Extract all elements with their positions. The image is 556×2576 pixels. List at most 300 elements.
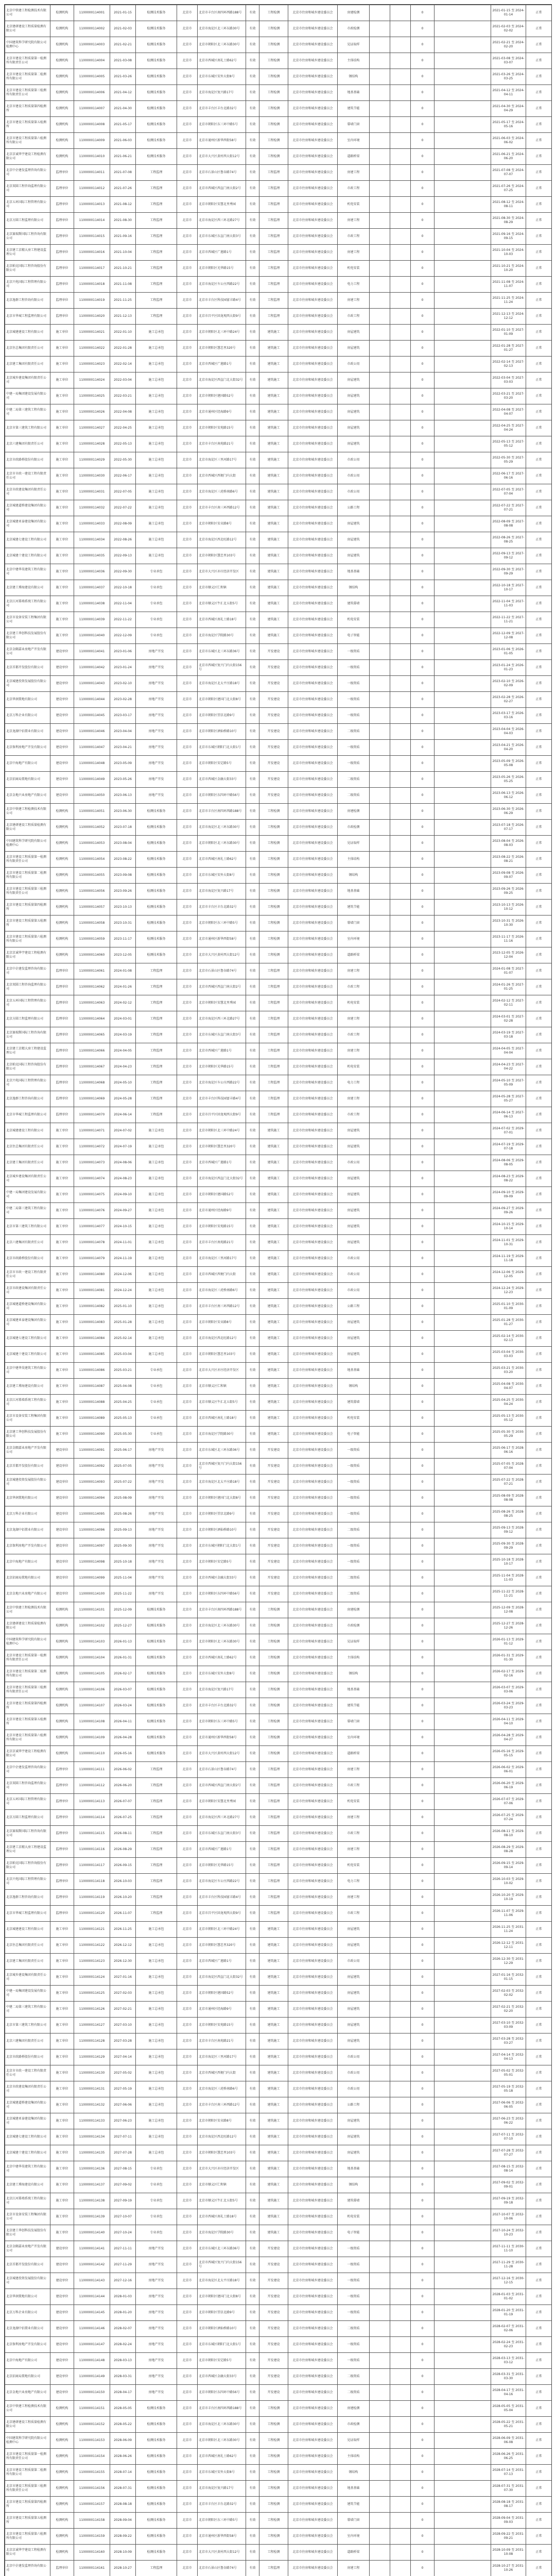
table-cell: 正常 [526, 2081, 552, 2097]
table-cell: 北京市 [177, 1778, 198, 1794]
table-cell: 0 [411, 564, 435, 580]
table-cell [435, 133, 491, 149]
table-cell: 正常 [526, 1267, 552, 1283]
table-cell: 建筑施工 [259, 2018, 288, 2033]
table-cell: 北京市海淀区三里河路17号 [198, 1251, 246, 1267]
table-cell: 北京市住房和城乡建设委员会 [288, 963, 338, 979]
table-cell: 1100000114056 [74, 884, 110, 900]
table-cell: 北京市 [177, 133, 198, 149]
table-cell: 工程监理 [259, 1043, 288, 1059]
table-cell: 中国建筑科学研究院有限公司检测中心 [5, 836, 50, 852]
table-cell: 1100000114126 [74, 2002, 110, 2018]
table-cell: 有效 [246, 2209, 259, 2225]
table-row [5, 628, 552, 644]
table-row [5, 995, 552, 1011]
table-cell [370, 85, 390, 101]
table-cell: 工程监理 [136, 1858, 177, 1874]
table-cell: 1100000114024 [74, 372, 110, 388]
table-cell: 室内环境 [338, 2529, 370, 2545]
table-cell: 北京市住房和城乡建设委员会 [288, 229, 338, 245]
table-cell: 北京建工博海建设有限公司 [5, 2177, 50, 2193]
table-cell: 北京市丰台区丰台北路32号 [198, 1698, 246, 1714]
table-cell: 有效 [246, 1730, 259, 1746]
table-cell: 北京市 [177, 1586, 198, 1602]
table-cell: 北京建工华创科技发展股份有限公司 [5, 2225, 50, 2241]
table-cell: 正常 [526, 293, 552, 309]
table-cell: 正常 [526, 1554, 552, 1570]
table-cell: 正常 [526, 1714, 552, 1730]
table-cell: 北京市 [177, 1538, 198, 1554]
table-cell: 2027-10-07 至 2032-10-06 [491, 2209, 526, 2225]
table-cell: 北京市住房和城乡建设委员会 [288, 2049, 338, 2065]
table-cell: 2021-03-26 至 2024-03-25 [491, 69, 526, 85]
table-cell: 北京市海淀区北三环东路30号 [198, 21, 246, 37]
table-cell: 2023-05-09 至 2026-05-08 [491, 756, 526, 772]
table-cell [435, 1506, 491, 1522]
table-cell: 正常 [526, 1459, 552, 1475]
table-cell: 正常 [526, 2161, 552, 2177]
table-cell: 检测机构 [50, 1682, 74, 1698]
table-cell: 有效 [246, 2241, 259, 2257]
table-cell: 北京市大兴区亦庄经济开发区 [198, 1363, 246, 1379]
table-cell [435, 2513, 491, 2529]
table-cell: 检测技术服务 [136, 931, 177, 947]
table-cell: 房建工程 [338, 165, 370, 181]
table-cell: 2023-06-30 [110, 804, 136, 820]
table-cell: 施工总承包 [136, 1922, 177, 1938]
table-cell: 2021-07-26 至 2024-07-25 [491, 181, 526, 197]
table-cell: 建设单位 [50, 1570, 74, 1586]
table-cell [435, 1954, 491, 1970]
table-cell: 检测机构 [50, 85, 74, 101]
table-cell: 北京市朝阳区建国门北大街8号 [198, 692, 246, 708]
table-cell: 房屋建筑 [338, 2002, 370, 2018]
table-cell: 北京市西城区广莲路1号 [198, 1842, 246, 1858]
table-cell: 有效 [246, 1027, 259, 1043]
table-cell: 北京市住房和城乡建设委员会 [288, 724, 338, 740]
table-cell [435, 2193, 491, 2209]
table-cell: 北京市大兴区黄村西大街12号 [198, 149, 246, 165]
table-cell: 2028-05-22 [110, 2417, 136, 2433]
table-cell: 正常 [526, 532, 552, 548]
table-cell: 正常 [526, 484, 552, 500]
table-cell: 有效 [246, 213, 259, 229]
table-cell: 北京市朝阳区安苑路15号 [198, 420, 246, 436]
table-cell: 0 [411, 2241, 435, 2257]
table-cell: 2023-03-17 至 2026-03-16 [491, 708, 526, 724]
table-cell: 正常 [526, 2097, 552, 2113]
table-cell: 北京市住房和城乡建设委员会 [288, 1091, 338, 1107]
table-cell [370, 1730, 390, 1746]
table-cell: 北京市丰台区南三环西路12号 [198, 2097, 246, 2113]
table-row [5, 1634, 552, 1650]
table-cell: 北京市 [177, 293, 198, 309]
table-cell: 北京市住房和城乡建设委员会 [288, 149, 338, 165]
table-cell [435, 2129, 491, 2145]
table-cell: 2022-11-22 [110, 612, 136, 628]
table-cell: 北京市 [177, 612, 198, 628]
table-cell [370, 1203, 390, 1219]
table-cell [435, 612, 491, 628]
table-cell: 北京市建设工程质量第二检测所有限公司 [5, 868, 50, 884]
table-cell: 0 [411, 2385, 435, 2401]
table-cell: 正常 [526, 2065, 552, 2081]
table-cell: 一级资质 [338, 740, 370, 756]
table-cell: 北京市建设工程质量第四检测所 [5, 1698, 50, 1714]
table-cell [435, 2561, 491, 2576]
table-cell: 正常 [526, 1778, 552, 1794]
table-cell [370, 1363, 390, 1379]
table-cell: 北京市朝阳区酒仙桥路10号 [198, 1522, 246, 1538]
table-cell: 二级资质 [338, 1570, 370, 1586]
table-cell: 北京建研建设工程质量检测有限公司 [5, 21, 50, 37]
table-cell: 市政工程 [338, 1027, 370, 1043]
table-cell: 房地产开发 [136, 2337, 177, 2353]
table-cell: 一级资质 [338, 1490, 370, 1506]
table-cell: 施工总承包 [136, 388, 177, 404]
table-cell: 有效 [246, 1794, 259, 1810]
table-cell: 北京市 [177, 820, 198, 836]
table-cell: 北京市西城区南礼士路62号 [198, 1650, 246, 1666]
table-cell: 工程监理 [136, 2561, 177, 2576]
table-cell: 北京市东城区北三环东路36号 [198, 2241, 246, 2257]
table-cell: 正常 [526, 2497, 552, 2513]
table-cell: 北京市住房和城乡建设委员会 [288, 1698, 338, 1714]
table-cell: 有效 [246, 2081, 259, 2097]
table-cell: 2024-01-08 [110, 963, 136, 979]
table-cell: 2024-08-23 至 2029-08-22 [491, 1171, 526, 1187]
table-cell: 北京兴电国际工程管理有限公司 [5, 1874, 50, 1890]
table-cell: 专业承包 [136, 2177, 177, 2193]
table-cell: 工程监理 [136, 261, 177, 277]
table-cell: 北京市石景山区鲁谷路74号 [198, 2561, 246, 2576]
table-cell: 正常 [526, 452, 552, 468]
table-cell: 建设单位 [50, 1443, 74, 1459]
table-cell: 北京市 [177, 756, 198, 772]
table-cell: 2026-06-02 [110, 1762, 136, 1778]
table-cell: 1100000114050 [74, 788, 110, 804]
table-cell: 北京市住房和城乡建设委员会 [288, 931, 338, 947]
table-cell [370, 229, 390, 245]
table-cell: 工程监理 [136, 1011, 177, 1027]
table-cell: 房屋建筑 [338, 1171, 370, 1187]
table-cell: 1100000114101 [74, 1602, 110, 1618]
table-cell: 北京市海淀区学院路30号 [198, 628, 246, 644]
table-cell: 0 [411, 2161, 435, 2177]
table-cell: 见证取样 [338, 1634, 370, 1650]
table-cell: 施工单位 [50, 436, 74, 452]
table-cell [435, 1602, 491, 1618]
table-cell [370, 2289, 390, 2305]
table-cell [390, 1283, 411, 1299]
table-cell: 北京市 [177, 117, 198, 133]
table-cell: 一级资质 [338, 2337, 370, 2353]
table-cell: 2026-12-30 [110, 1954, 136, 1970]
table-cell: 工程检测 [259, 21, 288, 37]
table-cell: 北京市 [177, 596, 198, 612]
table-row [5, 245, 552, 261]
table-cell: 2027-07-28 至 2032-07-27 [491, 2145, 526, 2161]
table-cell: 正常 [526, 692, 552, 708]
table-cell [435, 1011, 491, 1027]
table-cell [435, 101, 491, 117]
table-cell: 工程检测 [259, 85, 288, 101]
table-cell: 建筑施工 [259, 357, 288, 372]
table-cell [370, 197, 390, 213]
table-cell: 2027-11-11 至 2030-11-10 [491, 2241, 526, 2257]
table-cell: 1100000114047 [74, 740, 110, 756]
table-cell [370, 1858, 390, 1874]
table-cell: 有效 [246, 516, 259, 532]
table-cell: 有效 [246, 101, 259, 117]
table-cell: 2023-05-26 [110, 772, 136, 788]
table-cell: 2024-05-10 [110, 1075, 136, 1091]
table-cell: 北京市 [177, 2529, 198, 2545]
table-cell: 施工单位 [50, 357, 74, 372]
table-cell: 正常 [526, 2177, 552, 2193]
table-cell: 2028-03-13 [110, 2353, 136, 2369]
table-cell [435, 1107, 491, 1123]
table-cell [435, 1698, 491, 1714]
table-cell: 北京帕克国际工程咨询股份有限公司 [5, 261, 50, 277]
table-cell: 北京市住房和城乡建设委员会 [288, 2273, 338, 2289]
table-cell: 市政公用 [338, 1954, 370, 1970]
table-cell: 1100000114038 [74, 596, 110, 612]
table-cell [390, 197, 411, 213]
table-cell: 0 [411, 963, 435, 979]
table-cell: 施工单位 [50, 2129, 74, 2145]
table-cell [390, 804, 411, 820]
table-cell [435, 2369, 491, 2385]
table-cell: 北京市东城区安外大街8号 [198, 69, 246, 85]
table-cell: 建设单位 [50, 1538, 74, 1554]
table-cell: 北京赛瑞斯国际工程咨询有限公司 [5, 229, 50, 245]
table-cell [435, 931, 491, 947]
records-table [5, 5, 552, 2576]
table-cell: 2021-11-08 [110, 277, 136, 293]
table-cell [370, 2513, 390, 2529]
table-cell: 北京招商局置地有限公司 [5, 2369, 50, 2385]
table-cell [435, 1922, 491, 1938]
table-cell: 正常 [526, 1379, 552, 1395]
table-cell: 2023-09-08 [110, 868, 136, 884]
table-cell: 北京市 [177, 2321, 198, 2337]
table-cell: 开发建设 [259, 2337, 288, 2353]
table-cell: 正常 [526, 2433, 552, 2449]
table-cell: 建设单位 [50, 644, 74, 660]
table-row [5, 612, 552, 628]
table-cell [370, 1506, 390, 1522]
table-cell: 北京市海淀区北太平庄路18号 [198, 2273, 246, 2289]
table-cell: 北京市 [177, 2369, 198, 2385]
table-cell [435, 1443, 491, 1459]
table-cell [435, 468, 491, 484]
table-cell: 检测技术服务 [136, 85, 177, 101]
table-cell: 2022-05-13 [110, 436, 136, 452]
table-cell: 北京逸群工程咨询有限公司 [5, 1091, 50, 1107]
table-cell: 2025-01-10 [110, 1299, 136, 1315]
table-cell [390, 1970, 411, 1986]
table-cell: 建设单位 [50, 660, 74, 676]
table-cell [390, 1618, 411, 1634]
table-cell: 房屋建筑 [338, 1986, 370, 2002]
table-cell: 北京市 [177, 1075, 198, 1091]
table-cell: 工程检测 [259, 1602, 288, 1618]
table-cell: 有效 [246, 628, 259, 644]
table-cell [435, 1139, 491, 1155]
table-cell: 1100000114127 [74, 2018, 110, 2033]
table-cell: 室内环境 [338, 931, 370, 947]
table-cell [435, 2417, 491, 2433]
table-cell: 2028-05-05 至 2031-05-04 [491, 2401, 526, 2417]
table-cell: 建筑节能 [338, 2497, 370, 2513]
table-cell [435, 37, 491, 53]
table-cell: 0 [411, 1219, 435, 1235]
table-cell: 房地产开发 [136, 2241, 177, 2257]
table-cell: 正常 [526, 1347, 552, 1363]
table-row [5, 1331, 552, 1347]
table-cell: 0 [411, 995, 435, 1011]
table-cell: 2025-11-04 [110, 1570, 136, 1586]
table-cell: 工程监理 [136, 1107, 177, 1123]
table-cell: 2026-12-12 [110, 1938, 136, 1954]
table-cell: 建筑施工 [259, 1954, 288, 1970]
table-cell: 正常 [526, 1251, 552, 1267]
table-cell: 北京市住房和城乡建设委员会 [288, 995, 338, 1011]
table-cell [435, 2241, 491, 2257]
table-cell: 正常 [526, 1315, 552, 1331]
table-cell: 有效 [246, 692, 259, 708]
table-cell: 有效 [246, 1395, 259, 1411]
table-cell: 北京市东城区东直门南大街3号 [198, 229, 246, 245]
table-cell: 开发建设 [259, 772, 288, 788]
table-cell: 有效 [246, 372, 259, 388]
table-cell: 北京市昌平区回龙观西大街9号 [198, 309, 246, 325]
table-cell: 1100000114093 [74, 1475, 110, 1490]
table-cell: 2027-06-23 [110, 2113, 136, 2129]
table-cell: 北京市顺义区仁和镇 [198, 580, 246, 596]
table-cell: 0 [411, 900, 435, 916]
table-cell: 北京市 [177, 2465, 198, 2481]
table-cell [370, 2193, 390, 2209]
table-cell: 建设单位 [50, 2305, 74, 2321]
table-cell: 0 [411, 836, 435, 852]
table-cell: 有效 [246, 1283, 259, 1299]
table-cell: 北京中企建发监理咨询有限公司 [5, 1762, 50, 1778]
table-cell: 正常 [526, 836, 552, 852]
table-cell: 有效 [246, 1171, 259, 1187]
table-cell: 北京市 [177, 2177, 198, 2193]
table-cell: 监理单位 [50, 2561, 74, 2576]
table-cell [435, 868, 491, 884]
table-row [5, 1746, 552, 1762]
table-cell: 市政公用 [338, 1283, 370, 1299]
table-cell: 0 [411, 5, 435, 21]
table-cell: 0 [411, 1379, 435, 1395]
table-cell: 北京市住房和城乡建设委员会 [288, 53, 338, 69]
table-cell [370, 1714, 390, 1730]
table-cell: 1100000114002 [74, 21, 110, 37]
table-cell: 施工单位 [50, 1331, 74, 1347]
table-cell: 正常 [526, 1970, 552, 1986]
table-cell: 2027-01-16 [110, 1970, 136, 1986]
table-cell: 机电安装 [338, 2209, 370, 2225]
table-cell: 正常 [526, 2209, 552, 2225]
table-cell: 有效 [246, 1107, 259, 1123]
table-cell: 1100000114021 [74, 325, 110, 341]
table-cell: 施工总承包 [136, 1171, 177, 1187]
table-cell: 建筑施工 [259, 1379, 288, 1395]
table-cell: 工程监理 [136, 165, 177, 181]
table-cell: 2027-09-02 至 2032-09-01 [491, 2177, 526, 2193]
table-cell: 2025-05-30 [110, 1427, 136, 1443]
table-cell: 0 [411, 452, 435, 468]
table-row [5, 1762, 552, 1778]
table-cell: 北京赛瑞斯国际工程咨询有限公司 [5, 1027, 50, 1043]
table-cell: 施工单位 [50, 2209, 74, 2225]
table-cell: 1100000114129 [74, 2049, 110, 2065]
table-cell [370, 852, 390, 868]
table-cell: 开发建设 [259, 2321, 288, 2337]
table-cell: 2024-11-19 [110, 1251, 136, 1267]
table-cell: 北京市朝阳区安贞路8号 [198, 2113, 246, 2129]
table-cell: 北京市东城区北三环东路36号 [198, 644, 246, 660]
table-row [5, 1075, 552, 1091]
table-cell: 2026-04-28 [110, 1730, 136, 1746]
table-cell: 开发建设 [259, 724, 288, 740]
table-cell [390, 1698, 411, 1714]
table-cell: 1100000114152 [74, 2417, 110, 2433]
table-cell: 正常 [526, 2321, 552, 2337]
table-cell: 北京市 [177, 1379, 198, 1395]
table-row [5, 692, 552, 708]
table-cell: 正常 [526, 1746, 552, 1762]
table-cell: 有效 [246, 2257, 259, 2273]
table-cell: 北京市 [177, 1826, 198, 1842]
table-cell: 检测机构 [50, 900, 74, 916]
table-cell: 0 [411, 1347, 435, 1363]
table-cell: 有效 [246, 1522, 259, 1538]
table-cell: 北京市住房和城乡建设委员会 [288, 1075, 338, 1091]
table-cell: 地基基础 [338, 1363, 370, 1379]
table-cell: 北京市住房和城乡建设委员会 [288, 708, 338, 724]
table-cell: 有效 [246, 1475, 259, 1490]
table-cell: 0 [411, 484, 435, 500]
table-cell: 北京市 [177, 724, 198, 740]
table-cell: 北京市 [177, 1459, 198, 1475]
table-body [5, 5, 552, 2576]
table-cell: 2027-06-23 至 2032-06-22 [491, 2113, 526, 2129]
table-cell: 2021-03-08 至 2024-03-07 [491, 53, 526, 69]
table-cell: 北京市住房和城乡建设委员会 [288, 548, 338, 564]
table-cell: 北京市海淀区三里河路17号 [198, 2049, 246, 2065]
table-cell [390, 644, 411, 660]
table-cell: 2022-09-30 至 2027-09-29 [491, 564, 526, 580]
table-cell: 2024-12-24 至 2029-12-23 [491, 1283, 526, 1299]
table-cell: 检测机构 [50, 836, 74, 852]
table-cell: 北京市海淀区复兴路17号 [198, 1682, 246, 1698]
table-cell: 北京市住房和城乡建设委员会 [288, 852, 338, 868]
table-cell: 北京市海淀区西三环北路27号 [198, 213, 246, 229]
table-cell: 施工单位 [50, 1155, 74, 1171]
table-cell: 正常 [526, 1522, 552, 1538]
table-cell: 施工单位 [50, 1347, 74, 1363]
table-cell [390, 165, 411, 181]
table-cell: 北京市 [177, 947, 198, 963]
table-cell: 2026-07-25 [110, 1810, 136, 1826]
table-cell: 2027-09-19 至 2032-09-18 [491, 2193, 526, 2209]
table-cell: 0 [411, 1890, 435, 1906]
